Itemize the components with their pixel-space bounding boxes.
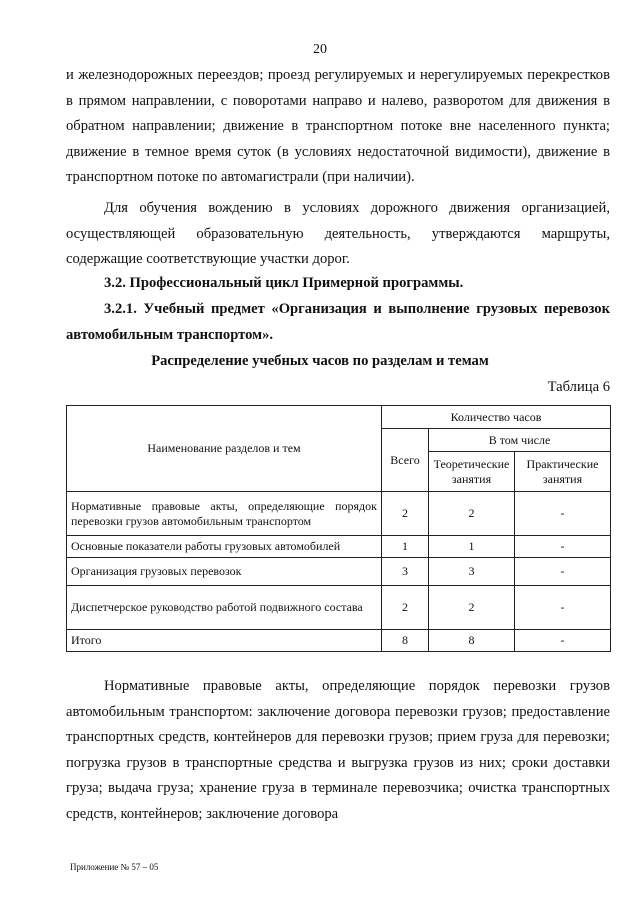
header-hours-count: Количество часов (382, 406, 611, 429)
table-row (67, 536, 611, 558)
row-total: 2 (382, 586, 429, 630)
row-name: Организация грузовых перевозок (67, 558, 382, 586)
table-header-row (67, 406, 611, 429)
table-row (67, 558, 611, 586)
subsection-heading-subject: 3.2.1. Учебный предмет «Организация и выполнение грузовых перевозок автомобильным транспортом». (66, 301, 610, 343)
row-theory: 2 (429, 586, 515, 630)
page-number: 20 (313, 42, 327, 57)
table-row (67, 586, 611, 630)
row-name: Диспетчерское руководство работой подвижного состава (67, 586, 382, 630)
header-practice: Практические занятия (515, 452, 611, 492)
row-total: 3 (382, 558, 429, 586)
row-practice: - (515, 492, 611, 536)
table-title: Распределение учебных часов по разделам и темам (151, 353, 489, 369)
table-number: Таблица 6 (547, 379, 610, 395)
section-heading-professional-cycle: 3.2. Профессиональный цикл Примерной программы. (104, 275, 464, 291)
row-total: 1 (382, 536, 429, 558)
hours-distribution-table (66, 405, 611, 652)
row-theory: 3 (429, 558, 515, 586)
header-total: Всего (382, 429, 429, 492)
header-theory: Теоретические занятия (429, 452, 515, 492)
row-theory: 2 (429, 492, 515, 536)
row-practice: - (515, 536, 611, 558)
row-name: Основные показатели работы грузовых автомобилей (67, 536, 382, 558)
row-name: Нормативные правовые акты, определяющие порядок перевозки грузов автомобильным транспортом (67, 492, 382, 536)
row-practice: - (515, 630, 611, 652)
paragraph-legal-acts: Нормативные правовые акты, определяющие порядок перевозки грузов автомобильным транспортом: заключение договора перевозки грузов; предоставление транспортных средств, контейнеров для перевозки грузов; прием груза для перевозки; погрузка грузов в транспортные средства и выгрузка грузов из них; сроки доставки груза; выдача груза; хранение груза в терминале перевозчика; очистка транспортных средств, контейнеров; заключение договора (66, 678, 610, 822)
table-row-total (67, 630, 611, 652)
row-practice: - (515, 558, 611, 586)
row-total: 2 (382, 492, 429, 536)
table-row (67, 492, 611, 536)
paragraph-routes-tail: и железнодорожных переездов; проезд регулируемых и нерегулируемых перекрестков в прямом направлении, с поворотами направо и налево, разворотом для движения в обратном направлении; движение в транспортном потоке вне населенного пункта; движение в темное время суток (в условиях недостаточной видимости), движение в транспортном потоке по автомагистрали (при наличии). (66, 67, 610, 185)
page-footer: Приложение № 57 – 05 (70, 862, 159, 872)
row-name: Итого (67, 630, 382, 652)
row-practice: - (515, 586, 611, 630)
header-section-name: Наименование разделов и тем (67, 406, 382, 492)
paragraph-driving-routes: Для обучения вождению в условиях дорожного движения организацией, осуществляющей образовательную деятельность, утверждаются маршруты, содержащие соответствующие участки дорог. (66, 200, 610, 267)
row-total: 8 (382, 630, 429, 652)
row-theory: 1 (429, 536, 515, 558)
header-including: В том числе (429, 429, 611, 452)
row-theory: 8 (429, 630, 515, 652)
